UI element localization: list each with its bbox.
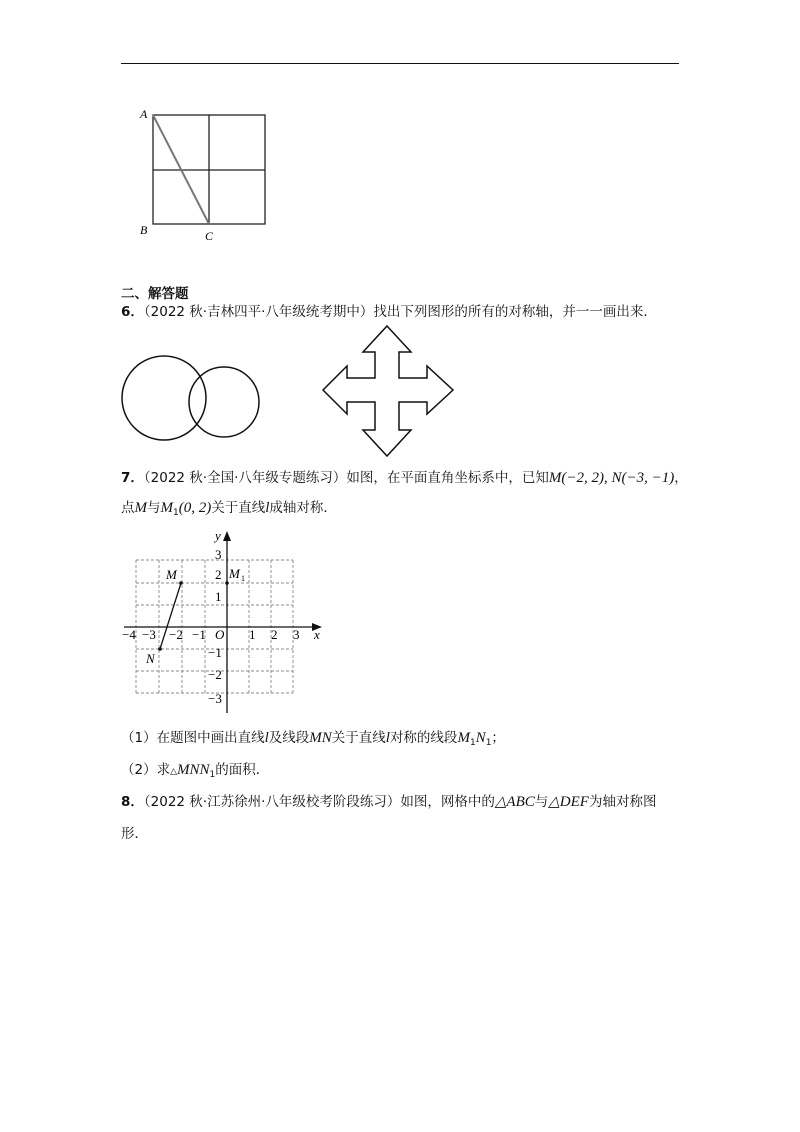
circle-small: [189, 367, 259, 437]
q7-part1-a: 在题图中画出直线: [156, 730, 265, 746]
circle-large: [122, 356, 206, 440]
square-grid-figure: [136, 100, 276, 245]
q7-part1: [121, 728, 505, 753]
question-7-line2: [121, 498, 337, 523]
x-axis-label: x: [314, 627, 320, 642]
label-b: B: [140, 223, 148, 237]
x-tick: −3: [142, 627, 156, 642]
coordinate-graph: [118, 527, 332, 717]
label-n: N: [146, 651, 155, 666]
q7-l: l: [265, 500, 270, 516]
q7-part2-sub: 1: [209, 770, 216, 780]
q8-source: （2022 秋·江苏徐州·八年级校考阶段练习）: [143, 794, 401, 810]
question-8-line2: 形．: [121, 826, 148, 842]
label-c: C: [205, 229, 214, 243]
q7-part1-b: 及线段: [268, 730, 310, 746]
q7-number: 7．: [121, 470, 144, 486]
x-tick: 2: [271, 627, 278, 642]
q7-comma: ，: [674, 470, 688, 486]
q7-line2-end: 成轴对称．: [269, 500, 337, 516]
q6-text: 找出下列图形的所有的对称轴，并一一画出来．: [373, 304, 657, 320]
q7-part1-num: （1）: [121, 730, 157, 746]
y-tick: 1: [215, 589, 222, 604]
q7-part1-d: 对称的线段: [389, 730, 458, 746]
q7-part1-seg-sub1: 1: [469, 738, 476, 748]
y-tick: −2: [208, 667, 222, 682]
origin-label: O: [215, 627, 225, 642]
q7-part2-b: 的面积．: [215, 762, 270, 778]
x-tick: 3: [293, 627, 300, 642]
y-tick: 2: [215, 567, 222, 582]
label-m1-sub: 1: [241, 574, 245, 583]
label-m1: M: [229, 566, 240, 581]
q7-m1: M: [160, 500, 173, 516]
label-m: M: [166, 567, 177, 582]
q8-tri1: △ABC: [494, 794, 535, 810]
q7-line2-pre: 点: [121, 500, 135, 516]
x-tick: −4: [122, 627, 136, 642]
q8-number: 8．: [121, 794, 144, 810]
q7-part1-seg-sub2: 1: [485, 738, 492, 748]
y-tick: −1: [208, 645, 222, 660]
y-tick: −3: [208, 691, 222, 706]
q7-part1-mn: MN: [309, 730, 332, 746]
question-7-line1: [121, 468, 688, 488]
q7-part1-seg: M: [457, 730, 470, 746]
point-m: [179, 581, 183, 585]
q7-part2-tri: △: [170, 767, 178, 777]
q8-tri2: △DEF: [548, 794, 589, 810]
question-6: [121, 302, 657, 322]
q7-part2: [121, 760, 269, 785]
y-axis-arrow: [223, 531, 231, 541]
q7-m1-coord: (0, 2): [178, 500, 212, 516]
q7-part1-l: l: [264, 730, 269, 746]
point-n: [158, 647, 162, 651]
x-tick: −2: [169, 627, 183, 642]
x-tick: −1: [192, 627, 206, 642]
q7-part2-a: 求: [156, 762, 171, 778]
question-8-line1: [121, 792, 656, 812]
q7-line2-post: 关于直线: [211, 500, 266, 516]
four-arrow-shape: [323, 326, 453, 456]
q7-part2-mnn: MNN: [177, 762, 210, 778]
q7-m: M: [134, 500, 147, 516]
q7-part1-l2: l: [385, 730, 390, 746]
q8-text2: 为轴对称图: [588, 794, 657, 810]
four-arrow-figure: [320, 323, 458, 461]
q7-with: 与: [147, 500, 161, 516]
q7-source: （2022 秋·全国·八年级专题练习）: [143, 470, 347, 486]
q7-coords: M(−2, 2), N(−3, −1): [548, 470, 675, 486]
y-tick: 3: [215, 547, 222, 562]
header-rule: [121, 63, 679, 64]
q7-m1-sub: 1: [173, 508, 179, 518]
label-a: A: [140, 107, 148, 121]
two-circles-figure: [118, 355, 266, 445]
q7-part1-seg2: N: [475, 730, 486, 746]
y-axis-label: y: [215, 528, 221, 543]
q6-number: 6．: [121, 304, 144, 320]
q7-part2-num: （2）: [121, 762, 157, 778]
q7-text1: 如图，在平面直角坐标系中，已知: [346, 470, 549, 486]
q8-with: 与: [534, 794, 549, 810]
q7-part1-c: 关于直线: [331, 730, 386, 746]
q8-text1: 如图，网格中的: [400, 794, 495, 810]
q7-part1-end: ；: [491, 730, 505, 746]
section-title: 二、解答题: [121, 286, 189, 302]
q6-source: （2022 秋·吉林四平·八年级统考期中）: [143, 304, 374, 320]
point-m1: [225, 581, 229, 585]
x-tick: 1: [249, 627, 256, 642]
